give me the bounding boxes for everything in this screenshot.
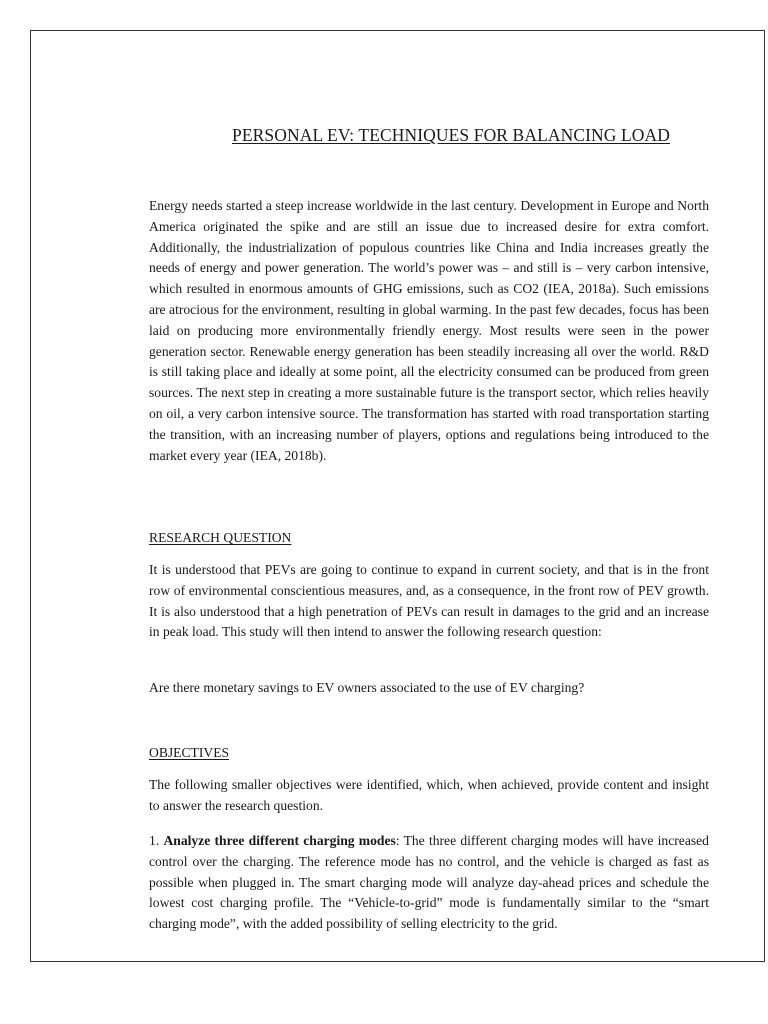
research-question-heading: RESEARCH QUESTION — [149, 530, 292, 545]
page-border — [30, 30, 765, 962]
objectives-intro-paragraph: The following smaller objectives were identified, which, when achieved, provide content and insight to answer the research question. — [149, 777, 709, 813]
research-question-text: Are there monetary savings to EV owners associated to the use of EV charging? — [149, 680, 585, 695]
objective-number: 1. — [149, 833, 160, 848]
research-question-paragraph: It is understood that PEVs are going to continue to expand in current society, and that is in the front row of environmental conscientious measures, and, as a consequence, in the front row of PEV growth. It is also understood that a high penetration of PEVs can result in damages to the grid and an increase in peak load. This study will then intend to answer the following research question: — [149, 562, 709, 640]
objective-title: Analyze three different charging modes — [163, 833, 396, 848]
document-title: PERSONAL EV: TECHNIQUES FOR BALANCING LOAD — [232, 125, 670, 145]
objective-item — [149, 831, 709, 935]
intro-paragraph: Energy needs started a steep increase worldwide in the last century. Development in Europe and North America originated the spike and are still an issue due to increased desire for extra comfort. Additionally, the industrialization of populous countries like China and India increases greatly the needs of energy and power generation. The world’s power was – and still is – very carbon intensive, which resulted in enormous amounts of GHG emissions, such as CO2 (IEA, 2018a). Such emissions are atrocious for the environment, resulting in global warming. In the past few decades, focus has been laid on producing more environmentally friendly energy. Most results were seen in the power generation sector. Renewable energy generation has been steadily increasing all over the world. R&D is still taking place and ideally at some point, all the electricity consumed can be produced from green sources. The next step in creating a more sustainable future is the transport sector, which relies heavily on oil, a very carbon intensive source. The transformation has started with road transportation starting the transition, with an increasing number of players, options and regulations being introduced to the market every year (IEA, 2018b). — [149, 198, 709, 463]
objectives-heading: OBJECTIVES — [149, 745, 230, 760]
objective-description: : The three different charging modes will have increased control over the charging. The reference mode has no control, and the vehicle is charged as fast as possible when plugged in. The smart charging mode will analyze day-ahead prices and schedule the lowest cost charging profile. The “Vehicle-to-grid” mode is fundamentally similar to the “smart charging mode”, with the added possibility of selling electricity to the grid. — [149, 833, 709, 932]
